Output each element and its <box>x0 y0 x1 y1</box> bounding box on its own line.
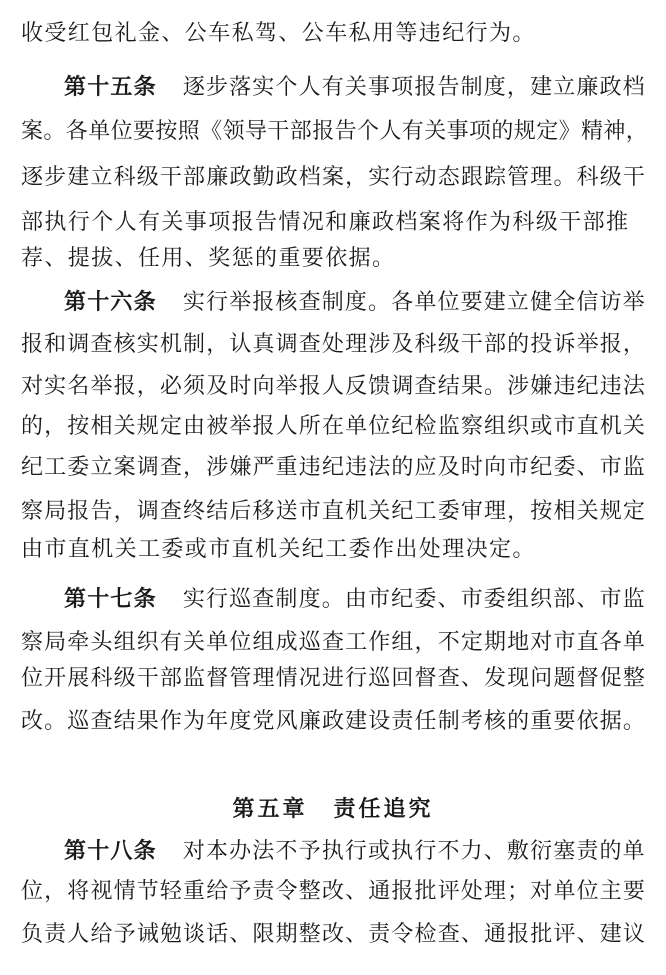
text-line-content: 察局牵头组织有关单位组成巡查工作组，不定期地对市直各单 <box>21 630 647 655</box>
article-16-text: 实行举报核查制度。各单位要建立健全信访举 <box>182 290 646 315</box>
article-16-first-line <box>64 287 646 318</box>
text-line <box>21 707 646 737</box>
chapter-number: 第五章 <box>232 796 308 822</box>
article-15-heading: 第十五条 <box>64 74 157 100</box>
text-line <box>21 877 646 907</box>
text-line-content: 负责人给予诫勉谈话、限期整改、责令检查、通报批评、建议 <box>21 922 647 947</box>
text-line-content: 收受红包礼金、公车私驾、公车私用等违纪行为。 <box>21 21 536 46</box>
article-18-text: 对本办法不予执行或执行不力、敷衍塞责的单 <box>182 839 646 864</box>
article-17-text: 实行巡查制度。由市纪委、市委组织部、市监 <box>182 587 646 612</box>
text-line-content: 位开展科级干部监督管理情况进行巡回督查、发现问题督促整 <box>21 666 647 691</box>
text-line <box>21 412 646 442</box>
article-15-first-line <box>64 72 646 103</box>
article-17-first-line <box>64 584 646 615</box>
text-line <box>21 330 646 360</box>
article-15-text: 逐步落实个人有关事项报告制度，建立廉政档 <box>182 75 646 100</box>
text-line-content: 逐步建立科级干部廉政勤政档案，实行动态跟踪管理。科级干 <box>21 165 647 190</box>
article-18-heading: 第十八条 <box>64 838 157 864</box>
text-line-content: 由市直机关工委或市直机关纪工委作出处理决定。 <box>21 537 536 562</box>
text-line <box>21 208 629 238</box>
text-line <box>21 117 648 147</box>
text-line-content: 案。各单位要按照《领导干部报告个人有关事项的规定》精神， <box>21 119 649 144</box>
text-line <box>21 920 646 950</box>
text-line-content: 改。巡查结果作为年度党风廉政建设责任制考核的重要依据。 <box>21 709 647 734</box>
article-17-heading: 第十七条 <box>64 586 157 612</box>
text-line <box>21 664 646 694</box>
text-line-content: 荐、提拔、任用、奖惩的重要依据。 <box>21 246 396 271</box>
text-line-content: 位，将视情节轻重给予责令整改、通报批评处理；对单位主要 <box>21 879 647 904</box>
text-line <box>21 244 395 274</box>
chapter-heading <box>0 794 666 824</box>
text-line-content: 对实名举报，必须及时向举报人反馈调查结果。涉嫌违纪违法 <box>21 374 647 399</box>
article-18-first-line <box>64 836 646 867</box>
text-line <box>21 497 646 527</box>
text-line-content: 察局报告，调查终结后移送市直机关纪工委审理，按相关规定 <box>21 499 647 524</box>
chapter-title: 责任追究 <box>333 796 434 822</box>
text-line-content: 部执行个人有关事项报告情况和廉政档案将作为科级干部推 <box>21 210 630 235</box>
text-line <box>21 372 646 402</box>
text-line <box>21 453 646 483</box>
text-line <box>21 19 536 49</box>
text-line-content: 的，按相关规定由被举报人所在单位纪检监察组织或市直机关 <box>21 414 647 439</box>
text-line <box>21 628 646 658</box>
text-line-content: 纪工委立案调查，涉嫌严重违纪违法的应及时向市纪委、市监 <box>21 455 647 480</box>
text-line <box>21 163 646 193</box>
article-16-heading: 第十六条 <box>64 289 157 315</box>
text-line <box>21 535 536 565</box>
text-line-content: 报和调查核实机制，认真调查处理涉及科级干部的投诉举报， <box>21 332 647 357</box>
